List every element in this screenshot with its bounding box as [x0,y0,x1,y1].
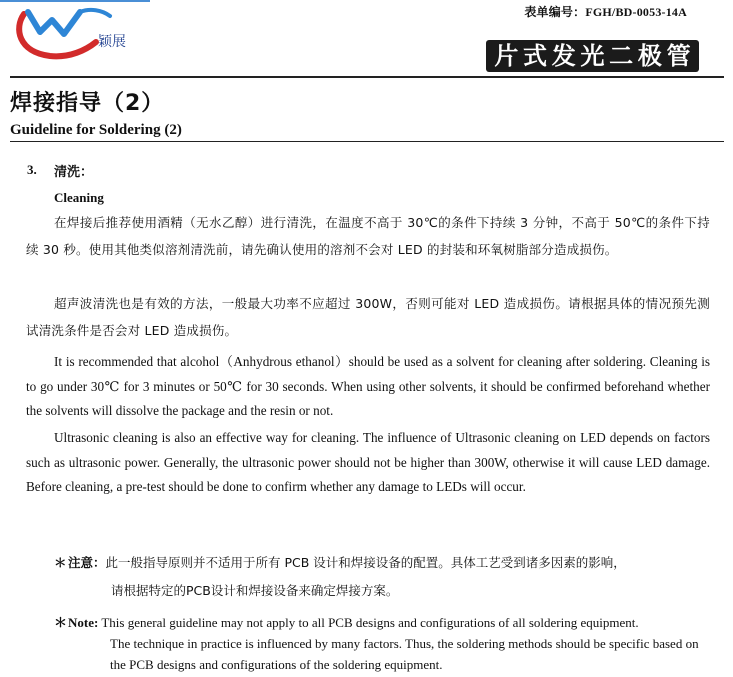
paragraph-cn-2: 超声波清洗也是有效的方法，一般最大功率不应超过 300W，否则可能对 LED 造成损伤。请根据具体的情况预先测试清洗条件是否会对 LED 造成损伤。 [26,296,710,338]
note-cn [54,549,714,605]
banner-char-1: 式 [523,42,548,70]
form-number: 表单编号：FGH/BD-0053-14A [524,5,687,19]
banner-char-4: 二 [609,42,634,70]
banner-char-6: 管 [666,42,691,70]
paragraph-cn-1: 在焊接后推荐使用酒精（无水乙醇）进行清洗，在温度不高于 30℃的条件下持续 3 分钟，不高于 50℃的条件下持续 30 秒。使用其他类似溶剂清洗前，请先确认使用的溶剂不会对 LED 的封装和环氧树脂部分造成损伤。 [26,215,710,257]
note-en [54,612,714,675]
note-en-line1: This general guideline may not apply to all PCB designs and configurations of all soldering equipment. [101,615,639,630]
note-star-cn: ＊ [54,555,67,570]
page-title-cn: 焊接指导（2） [10,91,165,116]
product-banner [486,40,699,72]
note-en-line2: The technique in practice is influenced by many factors. Thus, the soldering methods should be specific based on the PCB designs and configurations of the soldering equipment. [110,636,699,672]
page-title-en: Guideline for Soldering (2) [10,122,182,138]
note-label-en: Note: [68,615,99,630]
note-cn-line2: 请根据特定的PCB设计和焊接设备来确定焊接方案。 [111,583,399,598]
paragraph-en-1: It is recommended that alcohol（Anhydrous ethanol）should be used as a solvent for cleaning after soldering. Cleaning is to go under 30℃ for 3 minutes or 50℃ for 30 seconds. When using other solvents, it should be confirmed beforehand whether the solvents will dissolve the package and the resin or not. [26,354,710,418]
note-label-cn: 注意： [68,555,106,570]
paragraph-en-2: Ultrasonic cleaning is also an effective way for cleaning. The influence of Ultrasonic cleaning on LED depends on factors such as ultrasonic power. Generally, the ultrasonic power should not be higher than 300W, otherwise it will cause LED damage. Before cleaning, a pre-test should be done to confirm whether any damage to LEDs will occur. [26,430,710,494]
banner-char-0: 片 [494,42,519,70]
company-logo [10,2,140,64]
title-divider [10,141,724,142]
section-title-cn: 清洗： [54,165,94,180]
banner-char-5: 极 [637,42,662,70]
banner-char-3: 光 [580,42,605,70]
note-cn-line1: 此一般指导原则并不适用于所有 PCB 设计和焊接设备的配置。具体工艺受到诸多因素的影响， [105,555,626,570]
logo-text: 颖展 [98,34,126,50]
header-divider [10,76,724,78]
banner-char-2: 发 [551,42,576,70]
section-number: 3. [27,162,37,177]
section-title-en: Cleaning [54,190,104,205]
note-star-en: ＊ [54,615,68,630]
